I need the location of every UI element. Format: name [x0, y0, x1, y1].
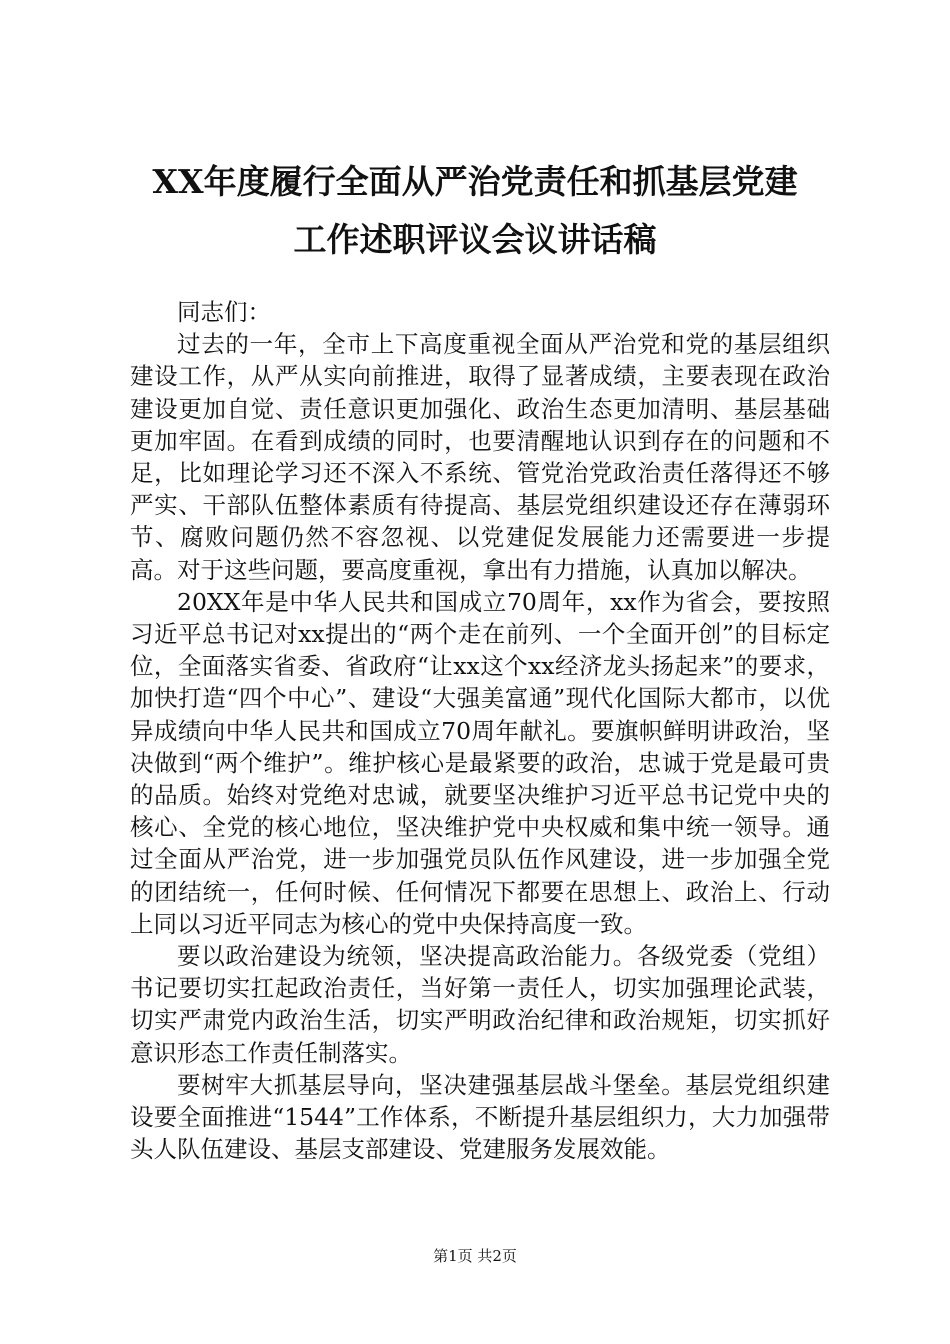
document-body [130, 296, 830, 1165]
paragraph-1: 过去的一年，全市上下高度重视全面从严治党和党的基层组织建设工作，从严从实向前推进，取得了显著成绩，主要表现在政治建设更加自觉、责任意识更加强化、政治生态更加清明、基层基础更加牢固。在看到成绩的同时，也要清醒地认识到存在的问题和不足，比如理论学习还不深入不系统、管党治党政治责任落得还不够严实、干部队伍整体素质有待提高、基层党组织建设还存在薄弱环节、腐败问题仍然不容忽视、以党建促发展能力还需要进一步提高。对于这些问题，要高度重视，拿出有力措施，认真加以解决。 [130, 330, 830, 584]
paragraph-3: 要以政治建设为统领，坚决提高政治能力。各级党委（党组）书记要切实扛起政治责任，当好第一责任人，切实加强理论武装，切实严肃党内政治生活，切实严明政治纪律和政治规矩，切实抓好意识形态工作责任制落实。 [130, 942, 830, 1067]
page-footer: 第1页 共2页 [433, 1247, 517, 1265]
salutation: 同志们： [177, 298, 271, 326]
paragraph-4: 要树牢大抓基层导向，坚决建强基层战斗堡垒。基层党组织建设要全面推进“1544”工作体系，不断提升基层组织力，大力加强带头人队伍建设、基层支部建设、党建服务发展效能。 [130, 1070, 830, 1164]
paragraph-2: 20XX年是中华人民共和国成立70周年，xx作为省会，要按照习近平总书记对xx提出的“两个走在前列、一个全面开创”的目标定位，全面落实省委、省政府“让xx这个xx经济龙头扬起来”的要求，加快打造“四个中心”、建设“大强美富通”现代化国际大都市，以优异成绩向中华人民共和国成立70周年献礼。要旗帜鲜明讲政治，坚决做到“两个维护”。维护核心是最紧要的政治，忠诚于党是最可贵的品质。始终对党绝对忠诚，就要坚决维护习近平总书记党中央的核心、全党的核心地位，坚决维护党中央权威和集中统一领导。通过全面从严治党，进一步加强党员队伍作风建设，进一步加强全党的团结统一，任何时候、任何情况下都要在思想上、政治上、行动上同以习近平同志为核心的党中央保持高度一致。 [130, 587, 830, 938]
document-title-line-2: 工作述职评议会议讲话稿 [293, 220, 657, 259]
document-title-line-1: XX年度履行全面从严治党责任和抓基层党建 [152, 162, 798, 201]
